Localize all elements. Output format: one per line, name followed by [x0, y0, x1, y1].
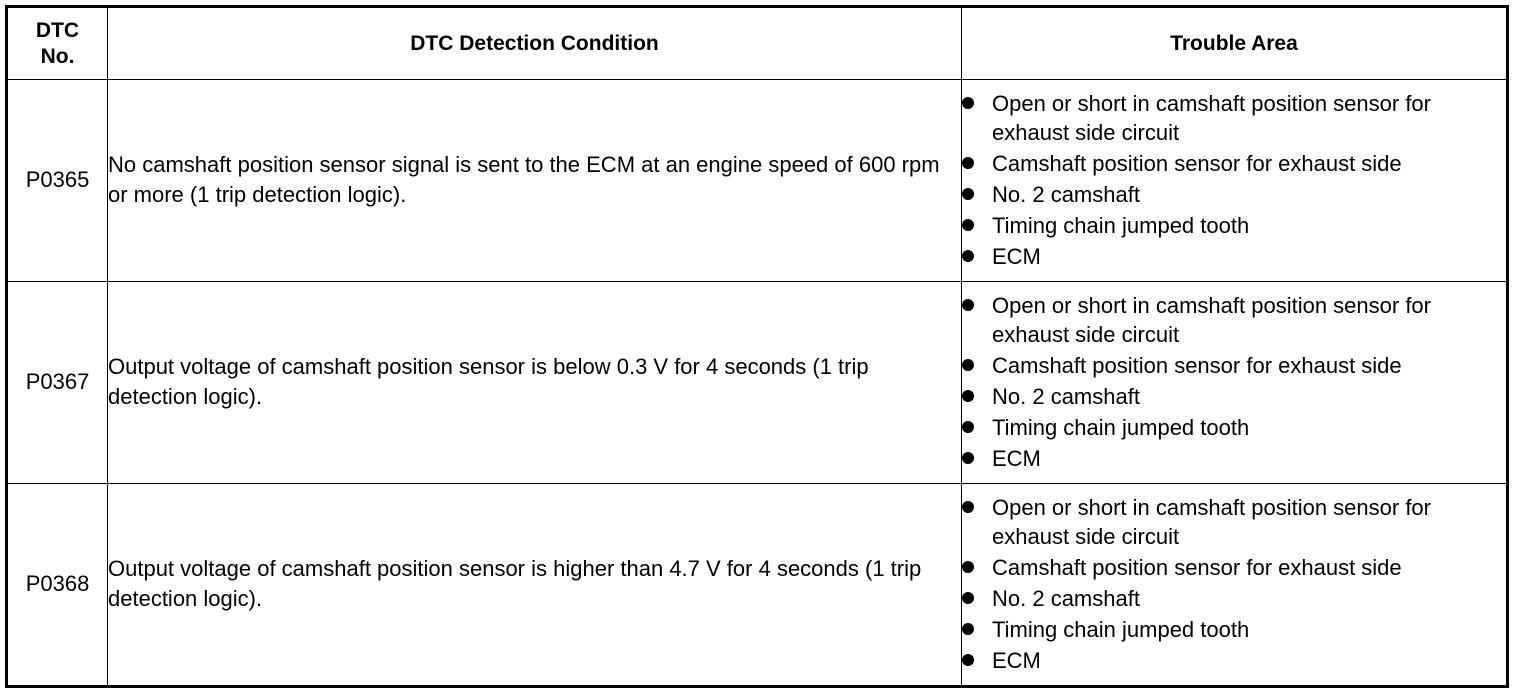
list-item: [962, 149, 1506, 178]
bullet-icon: [962, 390, 974, 402]
bullet-icon: [962, 501, 974, 513]
table-header-row: [7, 7, 1508, 80]
bullet-icon: [962, 654, 974, 666]
bullet-icon: [962, 97, 974, 109]
header-dtc-no: [7, 7, 108, 80]
list-item: [962, 553, 1506, 582]
bullet-icon: [962, 299, 974, 311]
list-item-text: No. 2 camshaft: [992, 586, 1140, 612]
list-item: [962, 444, 1506, 473]
dtc-code-cell: P0365: [7, 80, 108, 282]
list-item-text: Timing chain jumped tooth: [992, 415, 1250, 441]
trouble-area-list: [962, 89, 1506, 271]
trouble-area-cell: [962, 281, 1508, 483]
dtc-code-cell: P0368: [7, 483, 108, 686]
header-dtc-no-line1: DTC: [35, 18, 80, 42]
bullet-icon: [962, 421, 974, 433]
detection-condition-cell: Output voltage of camshaft position sensor is below 0.3 V for 4 seconds (1 trip detection logic).: [108, 281, 962, 483]
list-item-text: Camshaft position sensor for exhaust side: [992, 151, 1402, 177]
bullet-icon: [962, 623, 974, 635]
list-item-text: Open or short in camshaft position sensor for exhaust side circuit: [992, 495, 1431, 550]
list-item-text: Timing chain jumped tooth: [992, 213, 1250, 239]
detection-condition-cell: No camshaft position sensor signal is sent to the ECM at an engine speed of 600 rpm or more (1 trip detection logic).: [108, 80, 962, 282]
dtc-table: [5, 5, 1509, 688]
list-item-text: ECM: [992, 648, 1041, 674]
list-item-text: Open or short in camshaft position sensor for exhaust side circuit: [992, 91, 1431, 146]
list-item: [962, 211, 1506, 240]
trouble-area-list: [962, 493, 1506, 675]
list-item-text: No. 2 camshaft: [992, 182, 1140, 208]
list-item: [962, 351, 1506, 380]
bullet-icon: [962, 188, 974, 200]
header-dtc-no-line2: No.: [40, 44, 75, 68]
detection-condition-cell: Output voltage of camshaft position sensor is higher than 4.7 V for 4 seconds (1 trip detection logic).: [108, 483, 962, 686]
header-detection-condition: DTC Detection Condition: [108, 7, 962, 80]
bullet-icon: [962, 219, 974, 231]
bullet-icon: [962, 250, 974, 262]
trouble-area-list: [962, 291, 1506, 473]
dtc-code-cell: P0367: [7, 281, 108, 483]
list-item: [962, 89, 1506, 147]
list-item: [962, 493, 1506, 551]
list-item-text: Camshaft position sensor for exhaust side: [992, 555, 1402, 581]
list-item-text: ECM: [992, 244, 1041, 270]
list-item-text: ECM: [992, 446, 1041, 472]
list-item-text: Timing chain jumped tooth: [992, 617, 1250, 643]
list-item: [962, 646, 1506, 675]
bullet-icon: [962, 561, 974, 573]
bullet-icon: [962, 452, 974, 464]
bullet-icon: [962, 592, 974, 604]
header-trouble-area: Trouble Area: [962, 7, 1508, 80]
trouble-area-cell: [962, 483, 1508, 686]
list-item: [962, 242, 1506, 271]
list-item: [962, 180, 1506, 209]
table-row: [7, 281, 1508, 483]
list-item: [962, 615, 1506, 644]
table-row: [7, 80, 1508, 282]
list-item: [962, 584, 1506, 613]
list-item: [962, 291, 1506, 349]
list-item-text: Open or short in camshaft position sensor for exhaust side circuit: [992, 293, 1431, 348]
list-item: [962, 413, 1506, 442]
table-row: [7, 483, 1508, 686]
trouble-area-cell: [962, 80, 1508, 282]
list-item-text: Camshaft position sensor for exhaust side: [992, 353, 1402, 379]
bullet-icon: [962, 359, 974, 371]
bullet-icon: [962, 157, 974, 169]
list-item-text: No. 2 camshaft: [992, 384, 1140, 410]
list-item: [962, 382, 1506, 411]
